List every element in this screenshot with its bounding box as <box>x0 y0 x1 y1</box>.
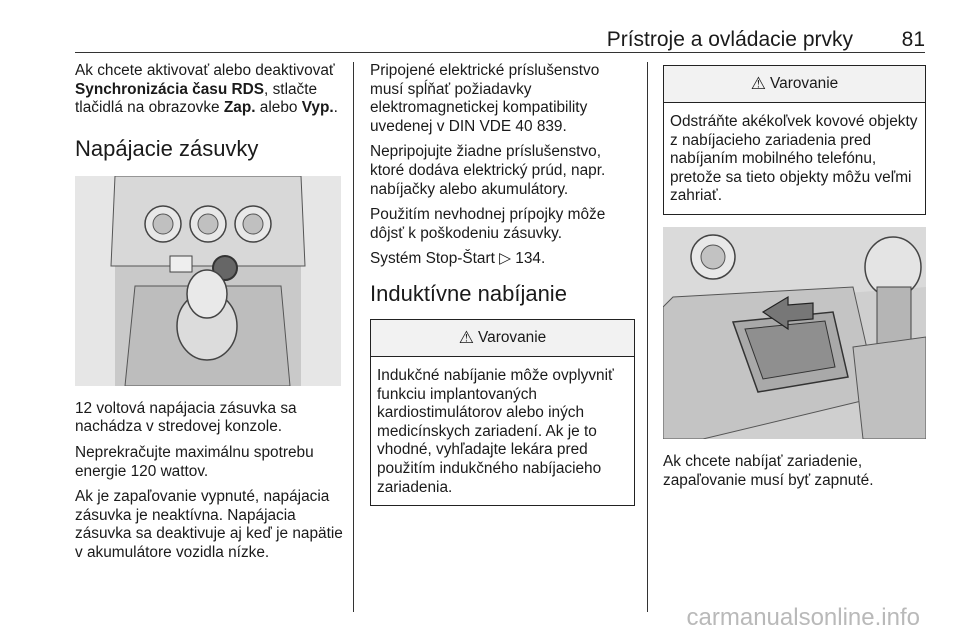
stop-start-reference: Systém Stop-Štart ▷ 134. <box>370 250 546 268</box>
chapter-title: Prístroje a ovládacie prvky <box>606 28 853 51</box>
arrow-reference-icon: ▷ <box>499 250 511 268</box>
on-label: Zap. <box>223 99 256 117</box>
emc-requirement-text: Pripojené elektrické príslušenstvo musí spĺňať požiadavky elektromagnetickej kompatibility uvedenej v DIN VDE 40 839. <box>370 62 600 135</box>
section-heading-inductive-charging: Induktívne nabíjanie <box>370 280 567 306</box>
warning-header: ⚠ Varovanie <box>664 66 925 103</box>
column-divider <box>353 62 354 612</box>
column-right <box>663 62 926 497</box>
rds-setting-name: Synchronizácia času RDS <box>75 80 265 98</box>
column-middle <box>370 62 635 506</box>
column-left <box>75 62 345 570</box>
warning-triangle-icon: ⚠ <box>458 327 475 347</box>
watermark: carmanualsonline.info <box>686 604 920 631</box>
section-heading-power-outlets: Napájacie zásuvky <box>75 135 259 161</box>
column-divider <box>647 62 648 612</box>
page-number: 81 <box>901 28 925 51</box>
page-header <box>75 26 925 53</box>
off-label: Vyp. <box>301 99 334 117</box>
rds-sync-paragraph: Ak chcete aktivovať alebo deaktivovať Synchronizácia času RDS, stlačte tlačidlá na obrazovke Zap. alebo Vyp.. <box>75 62 338 117</box>
outlet-max-power-text: Neprekračujte maximálnu spotrebu energie 120 wattov. <box>75 443 314 480</box>
outlet-ignition-text: Ak je zapaľovanie vypnuté, napájacia zásuvka je neaktívna. Napájacia zásuvka sa deaktivuje aj keď je napätie v akumulátore vozidla nízke. <box>75 488 343 561</box>
outlet-location-text: 12 voltová napájacia zásuvka sa nachádza v stredovej konzole. <box>75 399 297 436</box>
power-outlet-illustration <box>75 176 341 386</box>
warning-body: Indukčné nabíjanie môže ovplyvniť funkciu implantovaných kardiostimulátorov alebo iných medicínskych zariadení. Ak je to vhodné, vyhľadajte lekára pred použitím indukčného nabíjacieho zariadenia. <box>377 366 614 496</box>
ignition-on-text: Ak chcete nabíjať zariadenie, zapaľovanie musí byť zapnuté. <box>663 452 874 489</box>
warning-body: Odstráňte akékoľvek kovové objekty z nabíjacieho zariadenia pred nabíjaním mobilného telefónu, pretože sa tieto objekty môžu veľmi zahriať. <box>670 113 918 205</box>
warning-triangle-icon: ⚠ <box>750 74 767 93</box>
warning-box-pacemaker <box>370 319 635 506</box>
damage-warning-text: Použitím nevhodnej prípojky môže dôjsť k poškodeniu zásuvky. <box>370 206 606 242</box>
warning-box-metal-objects <box>663 65 926 215</box>
warning-header: ⚠ Varovanie <box>371 320 634 357</box>
inductive-charging-illustration <box>663 227 926 439</box>
no-power-supply-text: Nepripojujte žiadne príslušenstvo, ktoré dodáva elektrický prúd, napr. nabíjačky alebo akumulátory. <box>370 143 606 198</box>
